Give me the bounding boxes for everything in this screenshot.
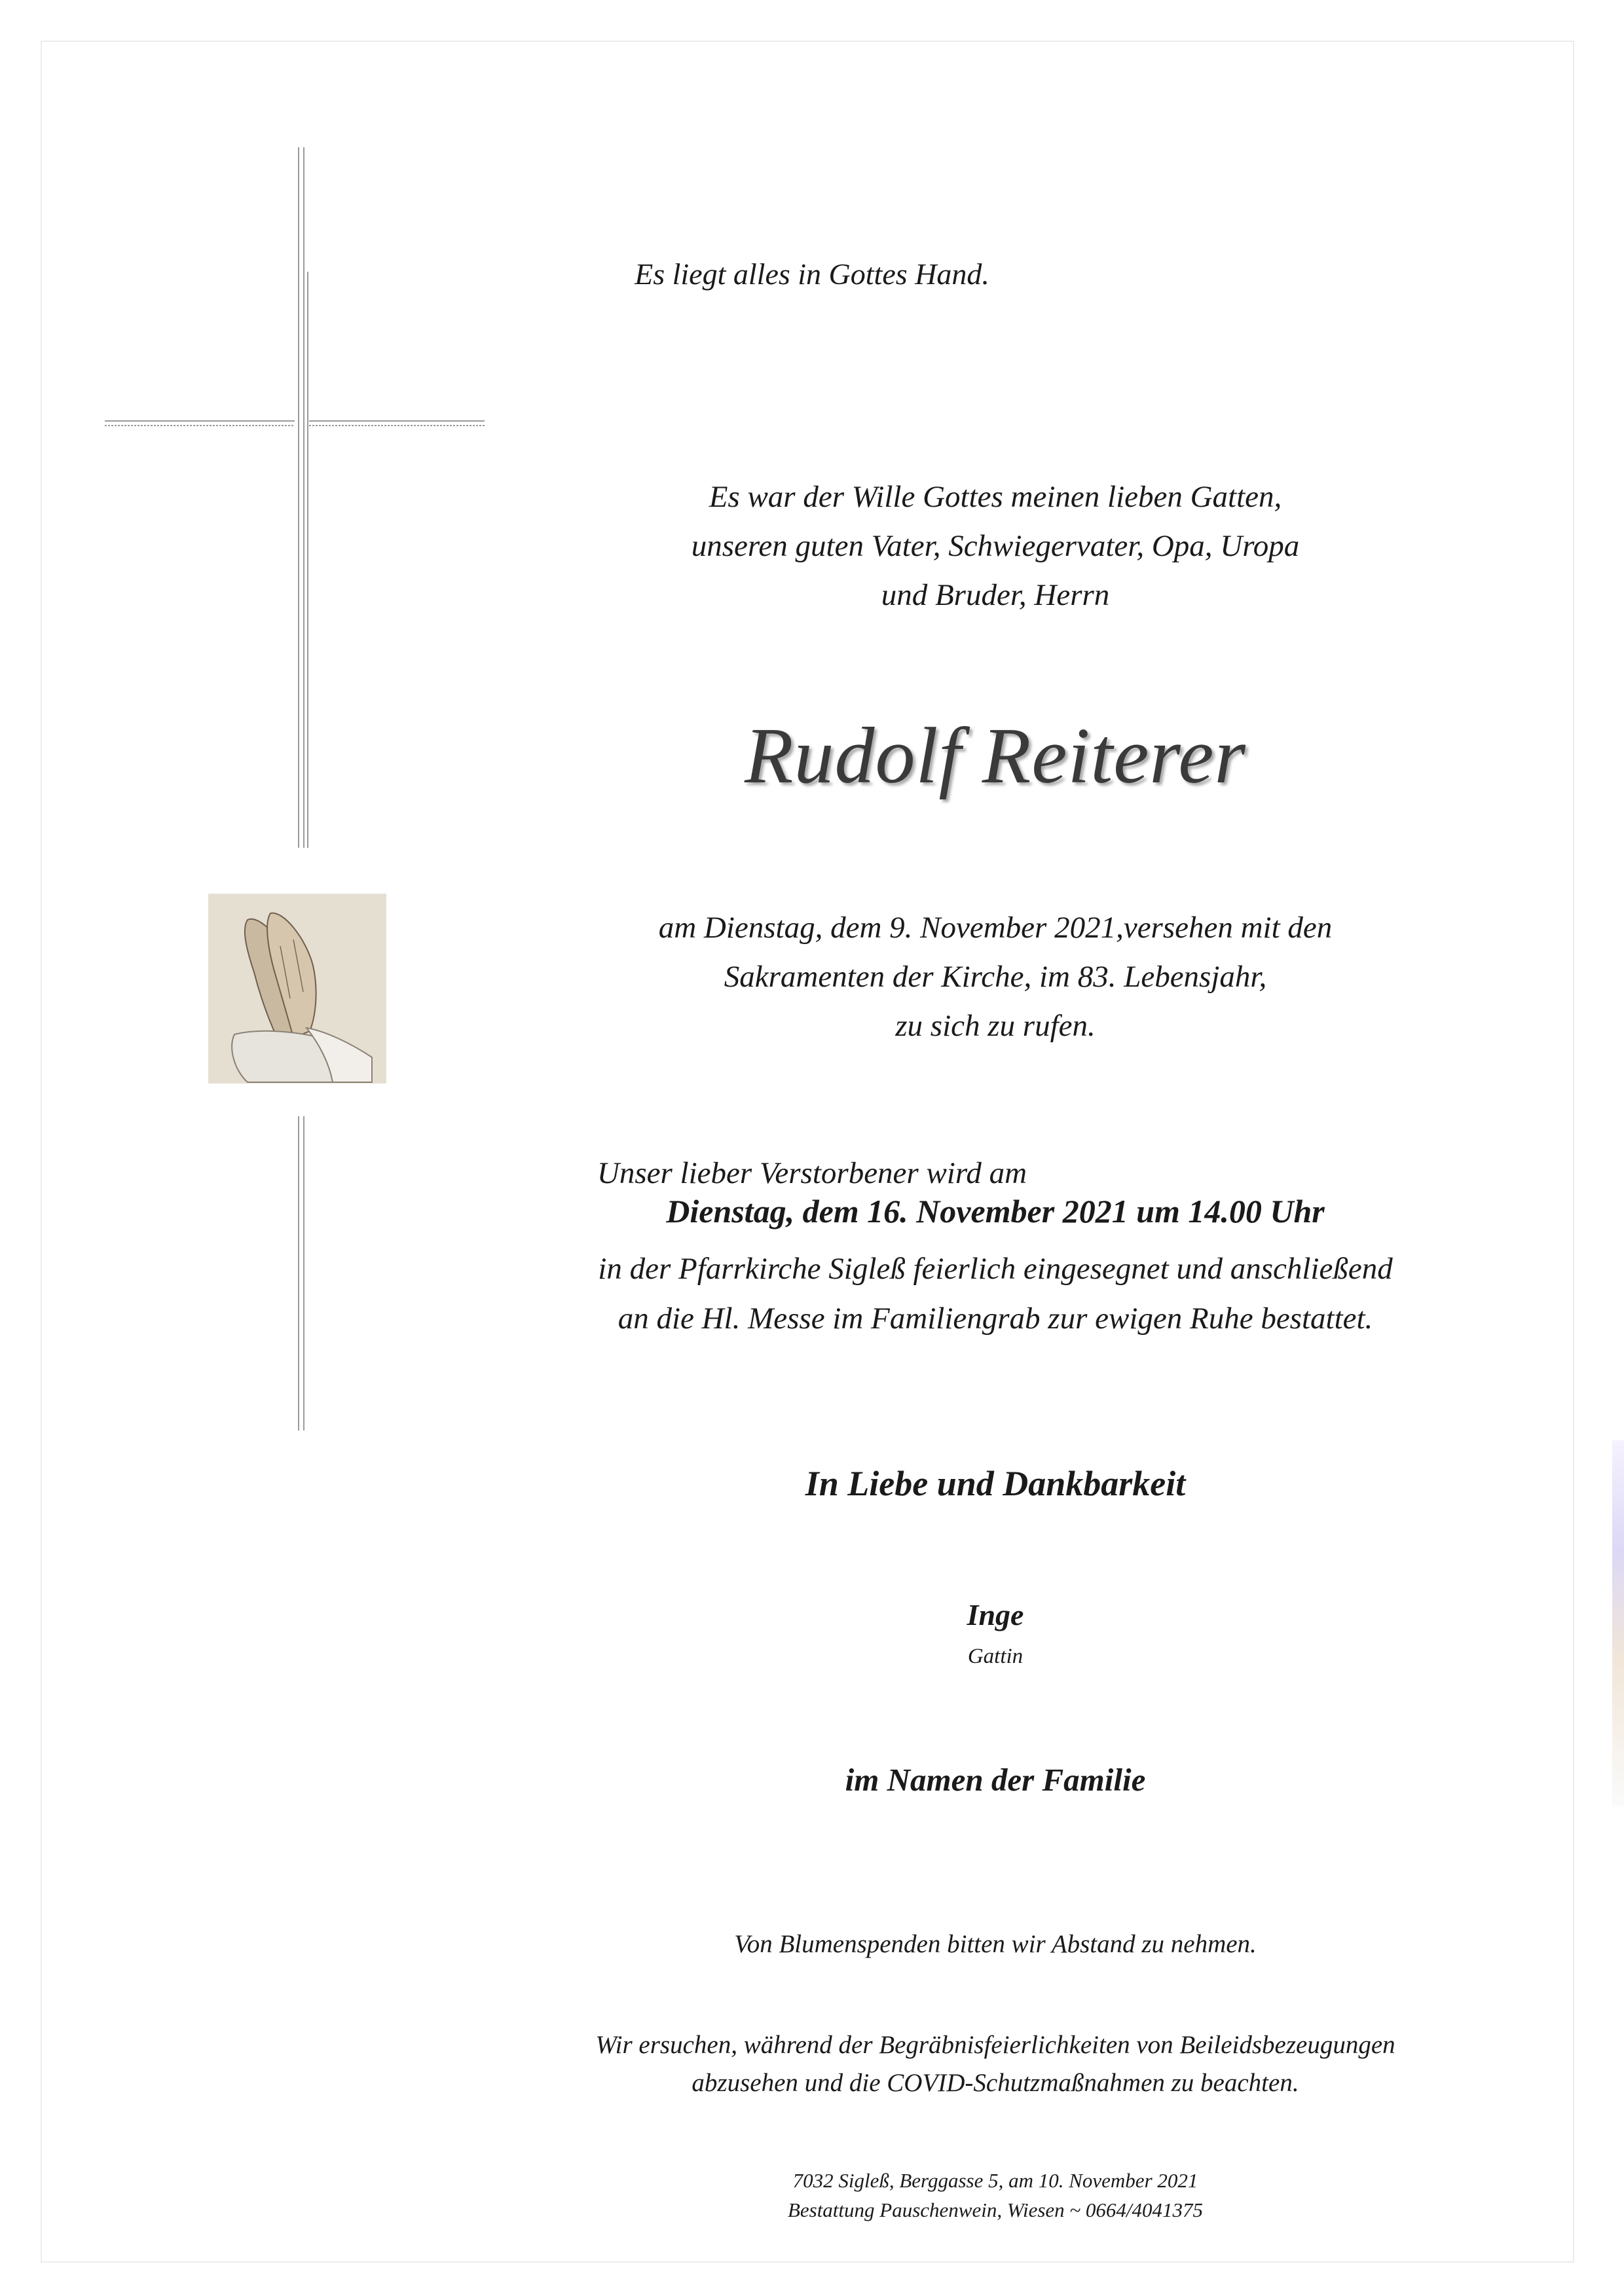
funeral-place-line: an die Hl. Messe im Familiengrab zur ewigen Ruhe bestattet. <box>618 1302 1373 1336</box>
funeral-intro: Unser lieber Verstorbener wird am <box>597 1156 1027 1190</box>
flowers-note: Von Blumenspenden bitten wir Abstand zu nehmen. <box>734 1930 1257 1958</box>
death-line: Sakramenten der Kirche, im 83. Lebensjahr, <box>724 960 1267 994</box>
footer <box>327 2166 1624 2225</box>
scan-artifact <box>1612 1440 1624 1807</box>
footer-line: 7032 Sigleß, Berggasse 5, am 10. November 2021 <box>792 2169 1198 2192</box>
death-text <box>327 903 1624 1051</box>
death-line: am Dienstag, dem 9. November 2021,versehen mit den <box>658 911 1333 945</box>
motto: Es liegt alles in Gottes Hand. <box>635 257 989 291</box>
intro-line: Es war der Wille Gottes meinen lieben Gatten, <box>709 480 1282 514</box>
family-line: im Namen der Familie <box>845 1762 1146 1798</box>
signer-name: Inge <box>967 1598 1024 1631</box>
intro-line: und Bruder, Herrn <box>881 578 1110 612</box>
intro-text <box>327 473 1624 620</box>
thanks-heading: In Liebe und Dankbarkeit <box>805 1464 1186 1503</box>
funeral-date: Dienstag, dem 16. November 2021 um 14.00 Uhr <box>666 1193 1325 1230</box>
covid-note <box>327 2026 1624 2102</box>
intro-line: unseren guten Vater, Schwiegervater, Opa, Uropa <box>691 529 1300 563</box>
deceased-name: Rudolf Reiterer <box>744 712 1246 800</box>
funeral-place-line: in der Pfarrkirche Sigleß feierlich eingesegnet und anschließend <box>598 1252 1393 1286</box>
covid-line: abzusehen und die COVID-Schutzmaßnahmen zu beachten. <box>692 2069 1299 2097</box>
covid-line: Wir ersuchen, während der Begräbnisfeierlichkeiten von Beileidsbezeugungen <box>595 2031 1395 2059</box>
death-line: zu sich zu rufen. <box>895 1009 1096 1043</box>
signer-role: Gattin <box>967 1645 1024 1668</box>
funeral-place <box>327 1244 1624 1343</box>
footer-line: Bestattung Pauschenwein, Wiesen ~ 0664/4041375 <box>787 2198 1204 2221</box>
